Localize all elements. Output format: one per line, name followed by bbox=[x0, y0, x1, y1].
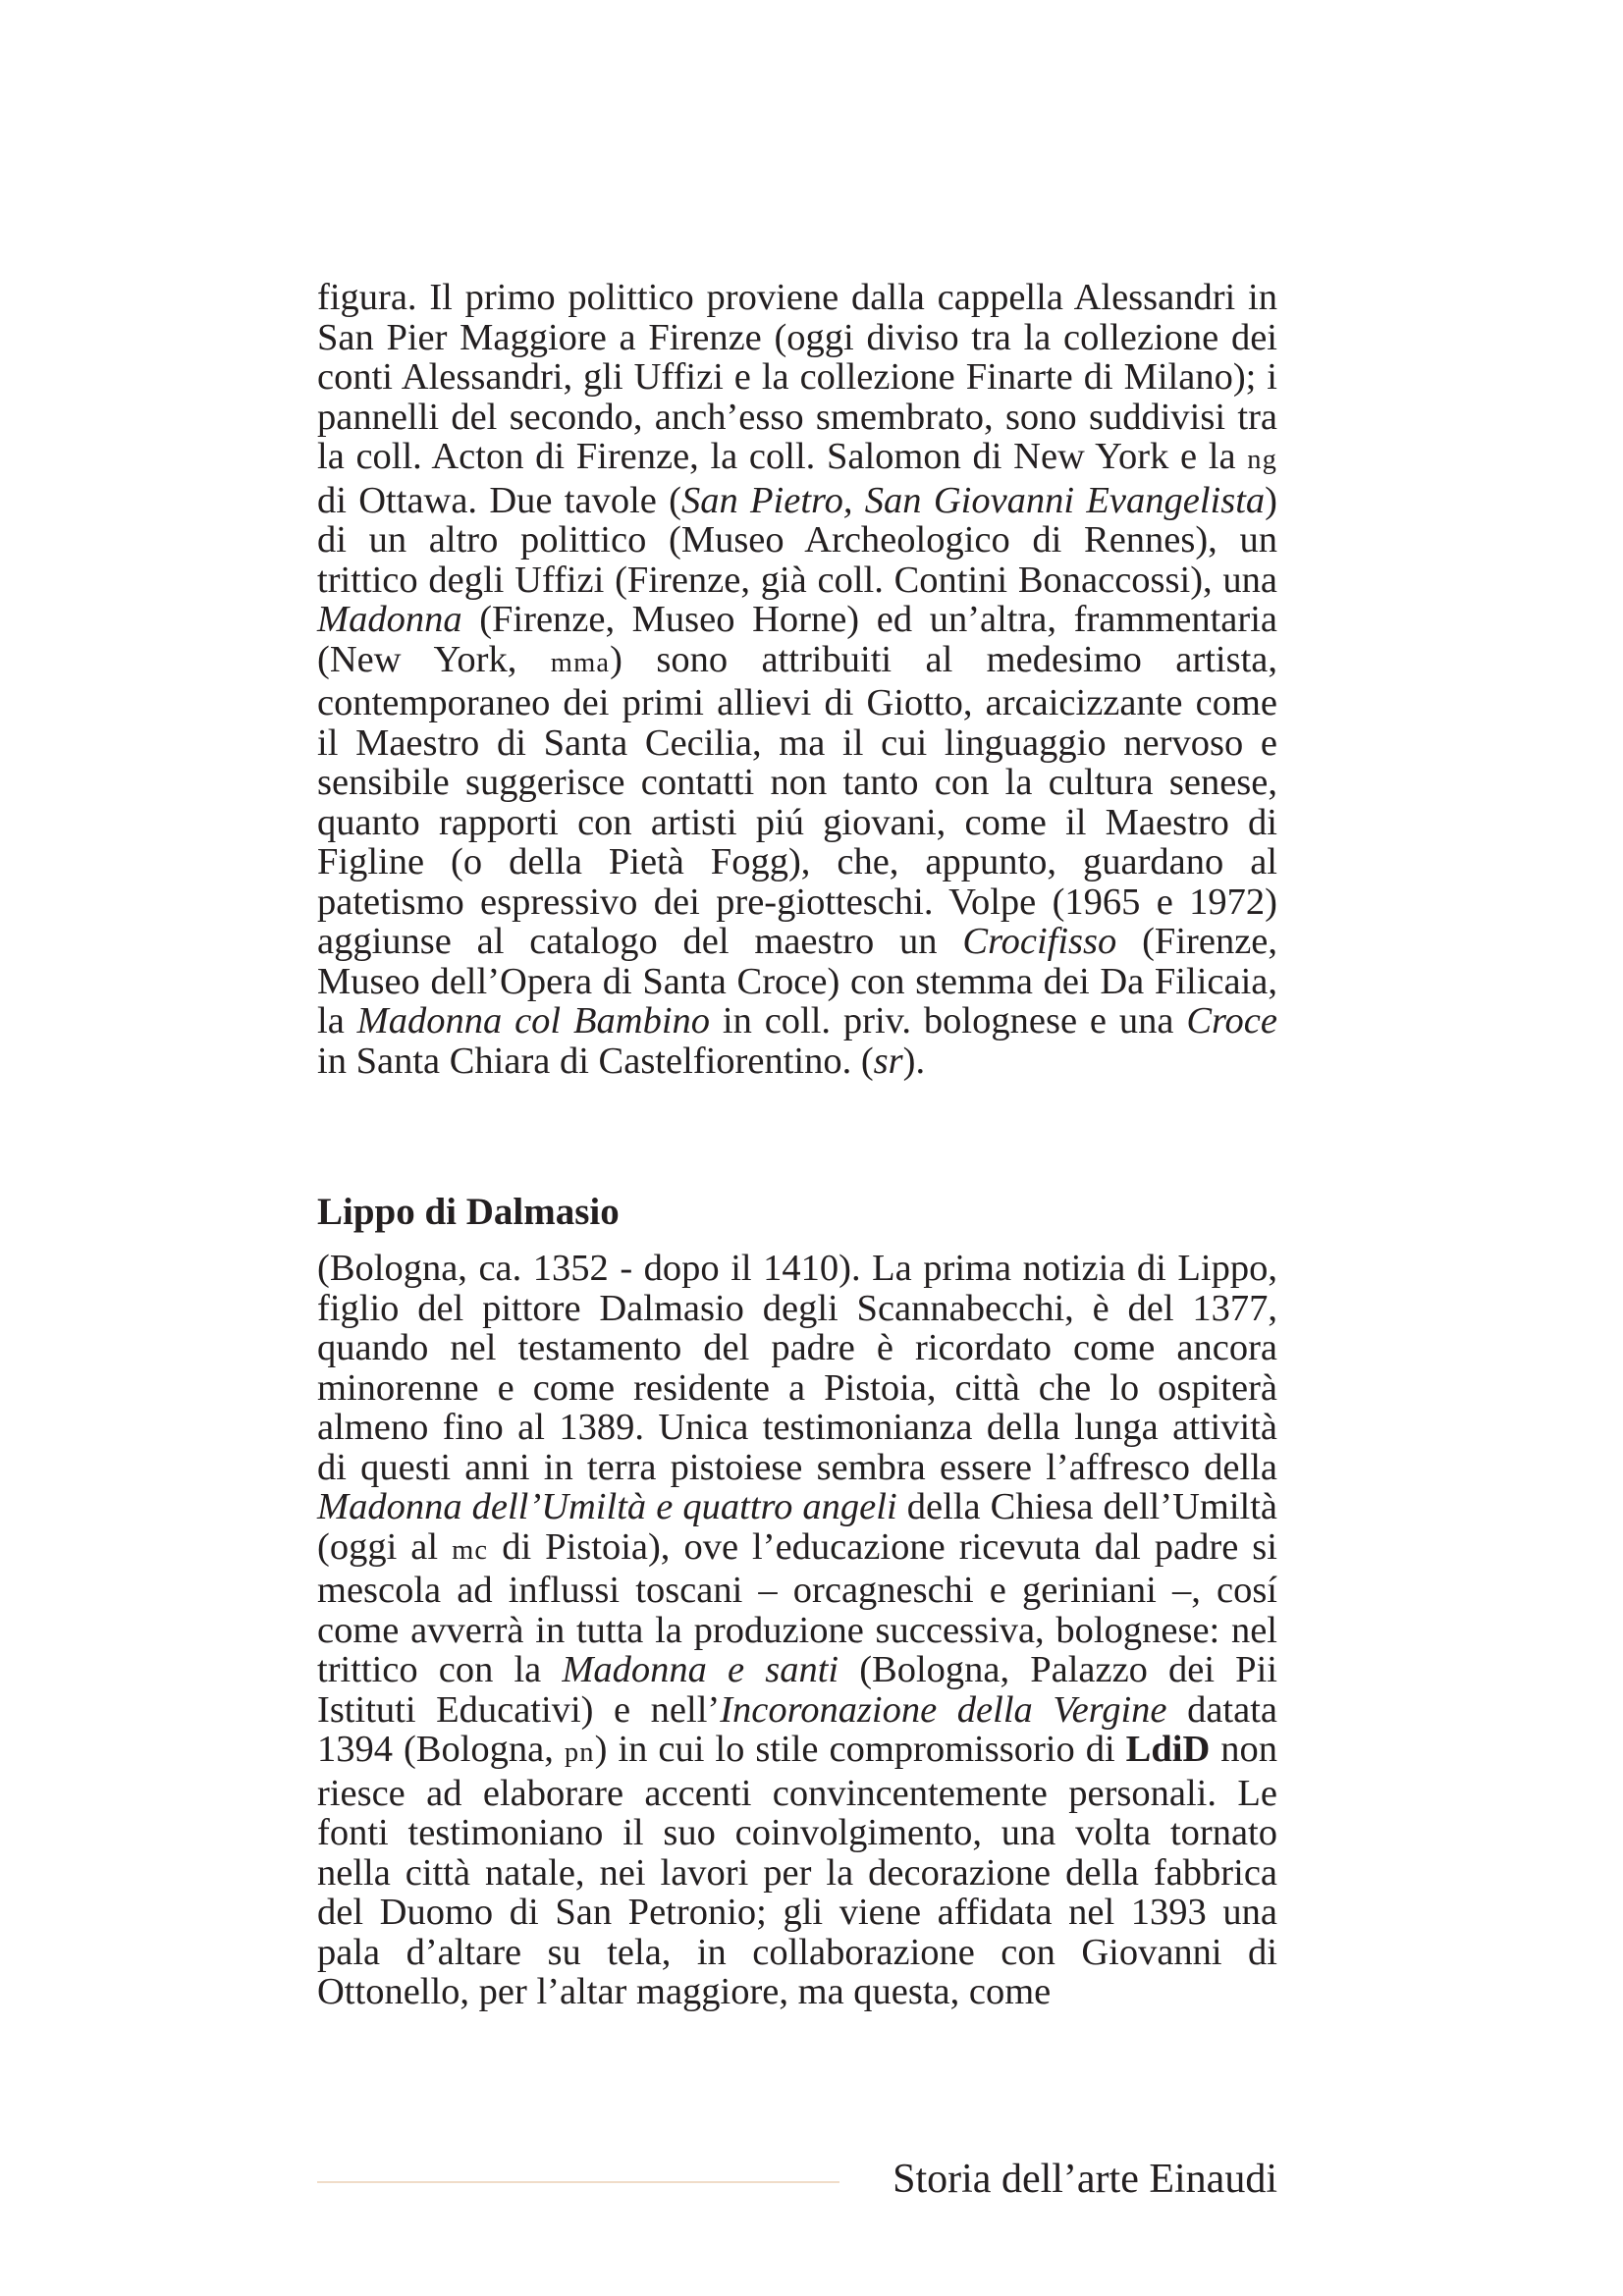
text-run: ) sono attribuiti al medesimo artista, contemporaneo dei primi allievi di Giotto, arcaicizzante come il Maestro di Santa Cecilia, ma il cui linguaggio nervoso e sensibile suggerisce contatti non tanto con la cultura senese, quanto rapporti con artisti piú giovani, come il Maestro di Figline (o della Pietà Fogg), che, appunto, guardano al patetismo espressivo dei pre-giotteschi. Volpe (1965 e 1972) aggiunse al catalogo del maestro un bbox=[317, 638, 1278, 962]
paragraph-text bbox=[317, 278, 1277, 1081]
text-run: (Bologna, Palazzo dei Pii Istituti Educativi) e nell’ bbox=[317, 1649, 1277, 1731]
small-caps-abbrev: ng bbox=[1247, 445, 1277, 475]
text-run: della Chiesa dell’Umiltà (oggi al bbox=[317, 1486, 1277, 1568]
entry-abbreviation: LdiD bbox=[1125, 1729, 1211, 1770]
text-run: in Santa Chiara di Castelfiorentino. ( bbox=[317, 1040, 874, 1082]
artwork-title: Madonna e santi bbox=[562, 1649, 839, 1690]
text-run: non riesce ad elaborare accenti convincentemente personali. Le fonti testimoniano il suo coinvolgimento, una volta tornato nella città natale, nei lavori per la decorazione della fabbrica del Duomo di San Petronio; gli viene affidata nel 1393 una pala d’altare su tela, in collaborazione con Giovanni di Ottonello, per l’altar maggiore, ma questa, come bbox=[317, 1729, 1277, 2012]
text-run: (Bologna, ca. 1352 - dopo il 1410). La prima notizia di Lippo, figlio del pittore Dalmasio degli Scannabecchi, è del 1377, quando nel testamento del padre è ricordato come ancora minorenne e come residente a Pistoia, città che lo ospiterà almeno fino al 1389. Unica testimonianza della lunga attività di questi anni in terra pistoiese sembra essere l’affresco della bbox=[317, 1248, 1277, 1488]
artwork-title: Crocifisso bbox=[962, 921, 1117, 962]
small-caps-abbrev: pn bbox=[564, 1737, 595, 1768]
body-paragraph-1 bbox=[317, 278, 1277, 1081]
small-caps-abbrev: mma bbox=[550, 647, 611, 678]
text-run: ). bbox=[902, 1040, 926, 1082]
body-paragraph-2 bbox=[317, 1249, 1277, 2012]
text-run: in coll. priv. bolognese e una bbox=[710, 1000, 1187, 1041]
author-initials: sr bbox=[873, 1040, 903, 1082]
paragraph-text bbox=[317, 1249, 1277, 2012]
footer-publication-title: Storia dell’arte Einaudi bbox=[893, 2157, 1277, 2202]
artwork-title: Madonna col Bambino bbox=[356, 1000, 711, 1041]
text-run: figura. Il primo polittico proviene dalla cappella Alessandri in San Pier Maggiore a Firenze (oggi diviso tra la collezione dei conti Alessandri, gli Uffizi e la collezione Finarte di Milano); i pannelli del secondo, anch’esso smembrato, sono suddivisi tra la coll. Acton di Firenze, la coll. Salomon di New York e la bbox=[317, 277, 1277, 477]
artwork-title: Incoronazione della Vergine bbox=[720, 1688, 1167, 1731]
text-run: ) in cui lo stile compromissorio di bbox=[594, 1729, 1126, 1770]
artwork-title: San Pietro, San Giovanni Evangelista bbox=[680, 479, 1266, 521]
footer-divider bbox=[317, 2181, 839, 2183]
artwork-title: Croce bbox=[1186, 1000, 1277, 1041]
entry-heading: Lippo di Dalmasio bbox=[317, 1191, 620, 1233]
text-run: (Firenze, Museo dell’Opera di Santa Croce) con stemma dei Da Filicaia, la bbox=[317, 921, 1277, 1041]
text-run: (Firenze, Museo Horne) ed un’altra, frammentaria (New York, bbox=[317, 599, 1277, 680]
small-caps-abbrev: mc bbox=[452, 1534, 489, 1566]
text-run: di Pistoia), ove l’educazione ricevuta dal padre si mescola ad influssi toscani – orcagneschi e geriniani –, cosí come avverrà in tutta la produzione successiva, bolognese: nel trittico con la bbox=[317, 1525, 1277, 1690]
text-run: datata 1394 (Bologna, bbox=[317, 1688, 1277, 1770]
text-run: ) di un altro polittico (Museo Archeologico di Rennes), un trittico degli Uffizi (Firenze, già coll. Contini Bonaccossi), una bbox=[317, 479, 1277, 601]
artwork-title: Madonna dell’Umiltà e quattro angeli bbox=[317, 1486, 897, 1527]
artwork-title: Madonna bbox=[317, 599, 462, 640]
text-run: di Ottawa. Due tavole ( bbox=[317, 479, 681, 521]
